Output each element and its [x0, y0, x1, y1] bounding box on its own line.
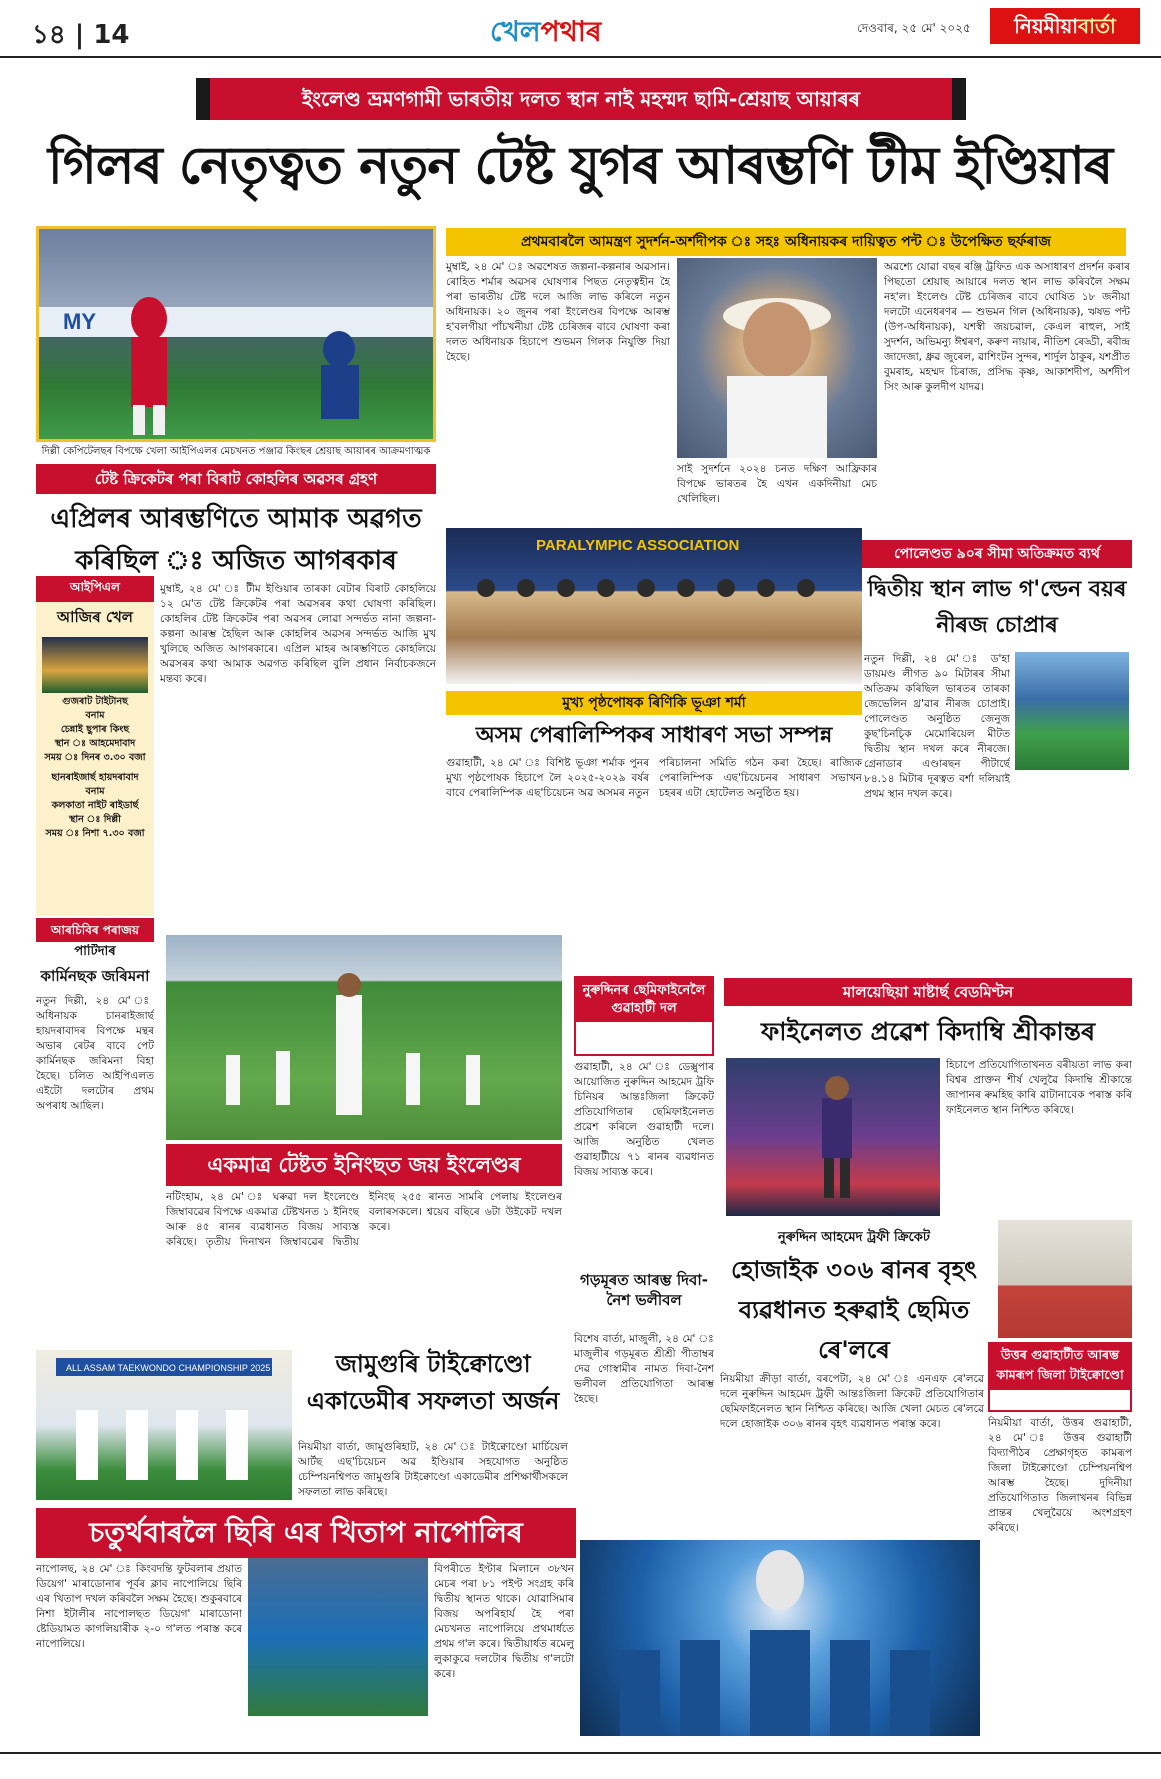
- napoli-celebration-photo: [580, 1540, 980, 1736]
- ipl-today-box: [36, 576, 154, 916]
- taekwondo-team-illustration: [36, 1350, 292, 1500]
- napoli-body2: বিপৰীতে ইণ্টাৰ মিলানে ৩৮খন মেচৰ পৰা ৮১ পইণ্ট সংগ্ৰহ কৰি দ্বিতীয় স্থানত থাকে। যোৱাসিমাৰ বিজয় অপৰিহাৰ্য হৈ পৰা মেচখনত নাপোলিয়ে প্ৰথমাৰ্ধতে প্ৰথম গ'ল কৰে। দ্বিতীয়াৰ্ধত ৰমেলু লুকাকুৱে দলটোৰ দ্বিতীয় গ'লটো কৰে।: [434, 1563, 574, 1680]
- lead-headline: গিলৰ নেতৃত্বত নতুন টেষ্ট যুগৰ আৰম্ভণি টীম ইণ্ডিয়াৰ: [47, 136, 1113, 196]
- trophy-photo: [42, 637, 148, 693]
- jamuguri-headline: জামুগুৰি টাইক্বোণ্ডো একাডেমীৰ সফলতা অৰ্জন: [306, 1350, 560, 1415]
- hojai-headline: হোজাইক ৩০৬ ৰানৰ বৃহৎ ব্যৱধানত হৰুৱাই ছেমিত ৰে'লৰে: [731, 1256, 977, 1364]
- section-title: [490, 10, 602, 57]
- north-guwahati-body: নিয়মীয়া বাৰ্তা, উত্তৰ গুৱাহাটী, ২৪ মে' ঃ উত্তৰ গুৱাহাটী বিদ্যাপীঠৰ প্ৰেক্ষাগৃহত কামৰূপ জিলা টাইক্বোণ্ডো চেম্পিয়নশ্বিপ আৰম্ভ হৈছে। দুদিনীয়া প্ৰতিযোগিতাত জিলাখনৰ বিভিন্ন প্ৰান্তৰ খেলুৱৈয়ে অংশগ্ৰহণ কৰিছে।: [988, 1417, 1132, 1534]
- cricket-players-illustration: [39, 229, 433, 439]
- patidar-kicker: পাটিদাৰ: [74, 944, 116, 959]
- napoli-match-photo: [248, 1558, 428, 1716]
- cricketers-walking-illustration: [166, 935, 562, 1140]
- north-guwahati-headline: উত্তৰ গুৱাহাটীত আৰম্ভ কামৰূপ জিলা টাইক্বোণ্ডো: [990, 1344, 1130, 1390]
- player-portrait-illustration: [677, 258, 877, 458]
- paralympic-bar: মুখ্য পৃষ্ঠপোষক ৰিণিকি ভূঞা শৰ্মা: [446, 691, 862, 715]
- jamuguri-photo: [36, 1350, 292, 1500]
- gill-photo: [677, 258, 877, 458]
- neeraj-photo: [1015, 652, 1129, 770]
- photo-banner-text: PARALYMPIC ASSOCIATION: [536, 537, 740, 554]
- section-title-a: খেল: [490, 15, 541, 48]
- england-body: নটিংহাম, ২৪ মে' ঃ ঘৰুৱা দল ইংলেণ্ডে জিম্বাবৱেৰ বিপক্ষে একমাত্ৰ টেষ্টখনত ১ ইনিংছ আৰু ৪৫ ৰানৰ ব্যৱধানত বিজয় সাব্যস্ত কৰিছে। তৃতীয় দিনাখন জিম্বাবৱেৰ দ্বিতীয় ইনিংছ ২৫৫ ৰানত সামৰি পেলায় ইংলেণ্ডৰ বলাৰসকলে। শ্বয়েব বছিৰে ৬টা উইকেট দখল কৰে।: [166, 1191, 562, 1248]
- hojai-kicker: নুৰুদ্দিন আহমেদ ট্ৰফী ক্ৰিকেট: [778, 1230, 930, 1245]
- srikanth-headline: ফাইনেলত প্ৰৱেশ কিদাম্বি শ্ৰীকান্তৰ: [760, 1017, 1096, 1046]
- napoli-body1: নাপোলছ, ২৪ মে' ঃ কিংবদন্তি ফুটবলাৰ প্ৰয়াত ডিয়েগ' মাৰাডোনাৰ পূৰ্বৰ ক্লাব নাপোলিয়ে ছিৰি এৰ খিতাপ দখল কৰিবলৈ সক্ষম হৈছে। শুকুৰবাৰে নিশা ইটালীৰ নাপোলছত ডিয়েগ' মাৰাডোনা ষ্টেডিয়ামত কাগলিয়াৰীক ২-০ গ'লত পৰাস্ত কৰে নাপোলিয়ে।: [36, 1563, 242, 1650]
- lead-kicker: ইংলেণ্ড ভ্ৰমণগামী ভাৰতীয় দলত স্থান নাই মহম্মদ ছামি-শ্ৰেয়াছ আয়াৰৰ: [196, 78, 966, 120]
- trophy-celebration-illustration: [580, 1540, 980, 1736]
- neeraj-headline: দ্বিতীয় স্থান লাভ গ'ল্ডেন বয়ৰ নীৰজ চোপ্ৰাৰ: [867, 577, 1127, 638]
- page-number: ১৪ | 14: [32, 20, 130, 50]
- ipl-today-title: আজিৰ খেল: [57, 608, 133, 626]
- page-footer: [0, 1752, 1161, 1779]
- brand-b: বাৰ্তা: [1078, 14, 1116, 38]
- nooruddin-box: [574, 976, 714, 1056]
- newspaper-logo: [990, 8, 1140, 44]
- match2-team1: ছানৰাইজাৰ্ছ হায়দৰাবাদ: [51, 772, 139, 783]
- lead-subbar: প্ৰথমবাৰলৈ আমন্ত্ৰণ সুদৰ্শন-অৰ্শদীপক ঃ সহঃ অধিনায়কৰ দায়িত্বত পন্ট ঃ উপেক্ষিত ছৰ্ফৰাজ: [446, 228, 1126, 256]
- kohli-headline: এপ্ৰিলৰ আৰম্ভণিতে আমাক অৱগত কৰিছিল ঃ অজিত আগৰকাৰ: [50, 504, 422, 576]
- patidar-body: নতুন দিল্লী, ২৪ মে' ঃ অধিনায়ক চানৰাইজাৰ্ছ হায়দৰাবাদৰ বিপক্ষে মন্থৰ অভাৰ ৰেটৰ বাবে পেট কাৰ্মিনছক জৰিমনা বিহা হৈছে। চলিত আইপিএলত এইটো দলটোৰ প্ৰথম অপৰাধ আছিল।: [36, 995, 154, 1112]
- lead-col3: অৱশ্যে যোৱা বছৰ ৰঞ্জি ট্ৰফিত এক অসাধাৰণ প্ৰদৰ্শন কৰাৰ পিছতো শ্ৰেয়াছ আয়াৰে দলত স্থান লাভ কৰিবলৈ সক্ষম নহ'ল। ইংলেণ্ড টেষ্ট চেৰিজৰ বাবে ঘোষিত ১৮ জনীয়া দলটো এনেধৰণৰ — শুভমন গিল (অধিনায়ক), ঋষভ পন্ট (উপ-অধিনায়ক), যশস্বী জয়চৱাল, কেএল ৰাহুল, সাই সুদৰ্শন, অভিমন্যু ঈশ্বৰণ, কৰুণ নায়াৰ, নীতিশ ৰেড্ডী, ৰবীন্দ্ৰ জাদেজা, ধ্ৰুৱ জুৰেল, ৱাশিংটন সুন্দৰ, শাৰ্দুল ঠাকুৰ, যশপ্ৰীত বুমৰাহ, মহম্মদ চিৰাজ, প্ৰসিদ্ধ কৃষ্ণ, আকাশদীপ, অৰ্শদীপ সিং আৰু কুলদীপ যাদৱ।: [884, 261, 1130, 393]
- match2-venue: স্থান ঃ দিল্লী: [69, 814, 121, 825]
- england-test-photo: [166, 935, 562, 1140]
- jamuguri-body: নিয়মীয়া বাৰ্তা, জামুগুৰিহাট, ২৪ মে' ঃ টাইক্বোণ্ডো মাৰ্চিয়েল আৰ্টছ এছ'চিয়েচন অৱ ইণ্ডিয়াৰ সহযোগত অনুষ্ঠিত চেম্পিয়নশ্বিপত জামুগুৰি টাইক্বোণ্ডো একাডেমীৰ প্ৰশিক্ষাৰ্থীসকলে সফলতা লাভ কৰিছে।: [298, 1441, 568, 1498]
- match1-vs: বনাম: [85, 710, 105, 721]
- issue-date: দেওবাৰ, ২৫ মে' ২০২৫: [857, 21, 971, 35]
- nooruddin-headline: নুৰুদ্দিনৰ ছেমিফাইনেলৈ গুৱাহাটী দল: [576, 978, 712, 1022]
- srikanth-photo: [726, 1058, 940, 1216]
- north-guwahati-box: [988, 1342, 1132, 1412]
- match2-team2: কলকাতা নাইট ৰাইডাৰ্ছ: [51, 800, 139, 811]
- ipl-photo-caption: দিল্লী কেপিটেলছৰ বিপক্ষে খেলা আইপিএলৰ মেচখনত পঞ্জাৱ কিংছৰ শ্ৰেয়াছ আয়াৰৰ আক্ৰমণাত্মক: [41, 446, 431, 457]
- nooruddin-body: গুৱাহাটী, ২৪ মে' ঃ ডেক্সুপাৰ আয়োজিত নুৰুদ্দিন আহমেদ ট্ৰফি চিনিয়ৰ আন্তঃজিলা ক্ৰিকেট প্ৰতিযোগিতাৰ ছেমিফাইনেলত প্ৰৱেশ কৰিলে গুৱাহাটী দলে। আজি অনুষ্ঠিত খেলত গুৱাহাটীয়ে ৭১ ৰানৰ ব্যৱধানত বিজয় সাব্যস্ত কৰে।: [574, 1061, 714, 1178]
- match2-vs: বনাম: [85, 786, 105, 797]
- ad-board-text: MY: [63, 309, 96, 334]
- badminton-bar: মালয়েছিয়া মাষ্টাৰ্ছ বেডমিণ্টন: [724, 978, 1132, 1006]
- gill-caption: সাই সুদৰ্শনে ২০২৪ চনত দক্ষিণ আফ্ৰিকাৰ বিপক্ষে ভাৰতৰ হৈ এখন একদিনীয়া মেচ খেলিছিল।: [677, 463, 877, 505]
- match1-venue: স্থান ঃ আহমেদাবাদ: [54, 738, 136, 749]
- taekwondo-kick-photo: [998, 1220, 1132, 1338]
- brand-a: নিয়মীয়া: [1014, 14, 1079, 38]
- match1-time: সময় ঃ দিনৰ ৩.৩০ বজা: [44, 752, 146, 763]
- srikanth-body1: হিচাপে প্ৰতিযোগিতাখনত বৰীয়তা লাভ কৰা বিশ্বৰ প্ৰাক্তন শীৰ্ষ খেলুৱৈ কিদাম্বি শ্ৰীকান্তে জাপানৰ ৰুমহিছ কাৰি ৱাটানাবেক পৰাস্ত কৰি ফাইনেলত স্থান নিশ্চিত কৰিছে।: [946, 1059, 1132, 1116]
- page-header: [0, 0, 1161, 58]
- paralympic-group-photo: [446, 528, 862, 684]
- paralympic-headline: অসম পেৰালিম্পিকৰ সাধাৰণ সভা সম্পন্ন: [475, 723, 833, 748]
- neeraj-bar: পোলেণ্ডত ৯০ৰ সীমা অতিক্ৰমত ব্যৰ্থ: [862, 540, 1132, 568]
- ipl-match-photo: [36, 226, 436, 442]
- match1-team1: গুজৰাট টাইটানছ: [62, 696, 128, 707]
- patidar-bar: আৰচিবিৰ পৰাজয়: [36, 918, 154, 942]
- patidar-headline: কাৰ্মিনছক জৰিমনা: [40, 967, 150, 985]
- lead-col1: মুম্বাই, ২৪ মে' ঃ অৱশেষত জল্পনা-কল্পনাৰ অৱসান। ৰোহিত শৰ্মাৰ অৱসৰ ঘোষণাৰ পিছত নেতৃত্বহীন হৈ পৰা ভাৰতীয় টেষ্ট দলে আজি লাভ কৰিলে নতুন অধিনায়ক। ২০ জুনৰ পৰা ইংলেণ্ডৰ বিপক্ষে আৰম্ভ হ'বলগীয়া পাঁচখনীয়া টেষ্ট চেৰিজৰ বাবে ঘোষণা কৰা দলত অধিনায়ক হিচাপে শুভমন গিলক নিযুক্তি দিয়া হৈছে।: [446, 261, 670, 363]
- neeraj-body: নতুন দিল্লী, ২৪ মে' ঃ ড'হা ডায়মণ্ড লীগত ৯০ মিটাৰৰ সীমা অতিক্ৰম কৰিছিল ভাৰতৰ তাৰকা জেভেলিন থ্ৰ'ৱাৰ নীৰজ চোপ্ৰাই। পোলেণ্ডত অনুষ্ঠিত জেনুজ কুছ'চিনচ্কি মেমোৰিয়েল মীটত দ্বিতীয় স্থান দখল কৰে নীৰজে। গ্ৰেনাডাৰ এণ্ডাৰছন পীটাৰ্ছে ৮৪.১৪ মিটাৰ দূৰত্বত বৰ্শা দলিয়াই প্ৰথম স্থান দখল কৰে।: [864, 653, 1010, 800]
- hojai-body: নিয়মীয়া ক্ৰীড়া বাৰ্তা, বৰপেটা, ২৪ মে' ঃ এনএফ ৰে'লৱে দলে নুৰুদ্দিন আহমেদ ট্ৰফী আন্তঃজিলা ক্ৰিকেট প্ৰতিযোগিতাৰ ছেমিফাইনেলত স্থান নিশ্চিত কৰিছে। আজি খেলা মেচত ৰে'লৱে দলে হোজাইক ৩০৬ ৰানৰ বৃহৎ ব্যৱধানত পৰাস্ত কৰে।: [720, 1373, 984, 1430]
- garhmur-headline: গড়মূৰত আৰম্ভ দিবা-নৈশ ভলীবল: [580, 1271, 708, 1309]
- paralympic-body: গুৱাহাটী, ২৪ মে' ঃ বিশিষ্ট ভূঞা শৰ্মাক পুনৰ মুখ্য পৃষ্ঠপোষক হিচাপে লৈ ২০২৫-২০২৯ বৰ্ষৰ বাবে পেৰালিম্পিক এছ'চিয়েচন অৱ অসমৰ নতুন পৰিচালনা সমিতি গঠন কৰা হৈছে। ৰাজ্যিক পেৰালিম্পিক এছ'চিয়েচনৰ সাধাৰণ সভাখন চহৰৰ এটা হোটেলত অনুষ্ঠিত হয়।: [446, 757, 862, 799]
- section-title-b: পথাৰ: [540, 15, 602, 48]
- ipl-tag: আইপিএল: [36, 576, 154, 602]
- match2-time: সময় ঃ নিশা ৭.৩০ বজা: [45, 828, 145, 839]
- match1-team2: চেন্নাই ছুপাৰ কিংছ: [60, 724, 130, 735]
- england-headline: একমাত্ৰ টেষ্টত ইনিংছত জয় ইংলেণ্ডৰ: [166, 1144, 562, 1186]
- napoli-headline: চতুৰ্থবাৰলৈ ছিৰি এৰ খিতাপ নাপোলিৰ: [36, 1508, 576, 1558]
- badminton-player-illustration: [726, 1058, 940, 1216]
- photo-banner-text: ALL ASSAM TAEKWONDO CHAMPIONSHIP 2025: [66, 1363, 271, 1373]
- group-photo-illustration: [446, 528, 862, 684]
- kohli-body: মুম্বাই, ২৪ মে' ঃ টীম ইণ্ডিয়াৰ তাৰকা বেটাৰ বিৰাট কোহলিয়ে ১২ মে'ত টেষ্ট ক্ৰিকেটৰ পৰা অৱসৰৰ কথা ঘোষণা কৰিছিল। কোহলিৰ টেষ্ট ক্ৰিকেটৰ পৰা অৱসৰ লোৱা সন্দৰ্ভত নানা জল্পনা-কল্পনা আৰম্ভ হৈছিল আৰু কোহলিৰ অৱসৰ সন্দৰ্ভত আজি মুখ খুলিছে অজিত আগৰকাৰে। এপ্ৰিল মাহৰ আৰম্ভণিতে কোহলিয়ে অৱসৰৰ কথা আমাক অৱগত কৰিছিল বুলি প্ৰধান নিৰ্বাচকজনে মন্তব্য কৰে।: [160, 583, 436, 685]
- kohli-bar: টেষ্ট ক্ৰিকেটৰ পৰা বিৰাট কোহলিৰ অৱসৰ গ্ৰহণ: [36, 464, 436, 494]
- garhmur-body: বিশেষ বাৰ্তা, মাজুলী, ২৪ মে' ঃ মাজুলীৰ গড়মূৰত শ্ৰীশ্ৰী পীতাম্বৰ দেৱ গোস্বামীৰ নামত দিবা-নৈশ ভলীবল প্ৰতিযোগিতা আৰম্ভ হৈছে।: [574, 1333, 714, 1405]
